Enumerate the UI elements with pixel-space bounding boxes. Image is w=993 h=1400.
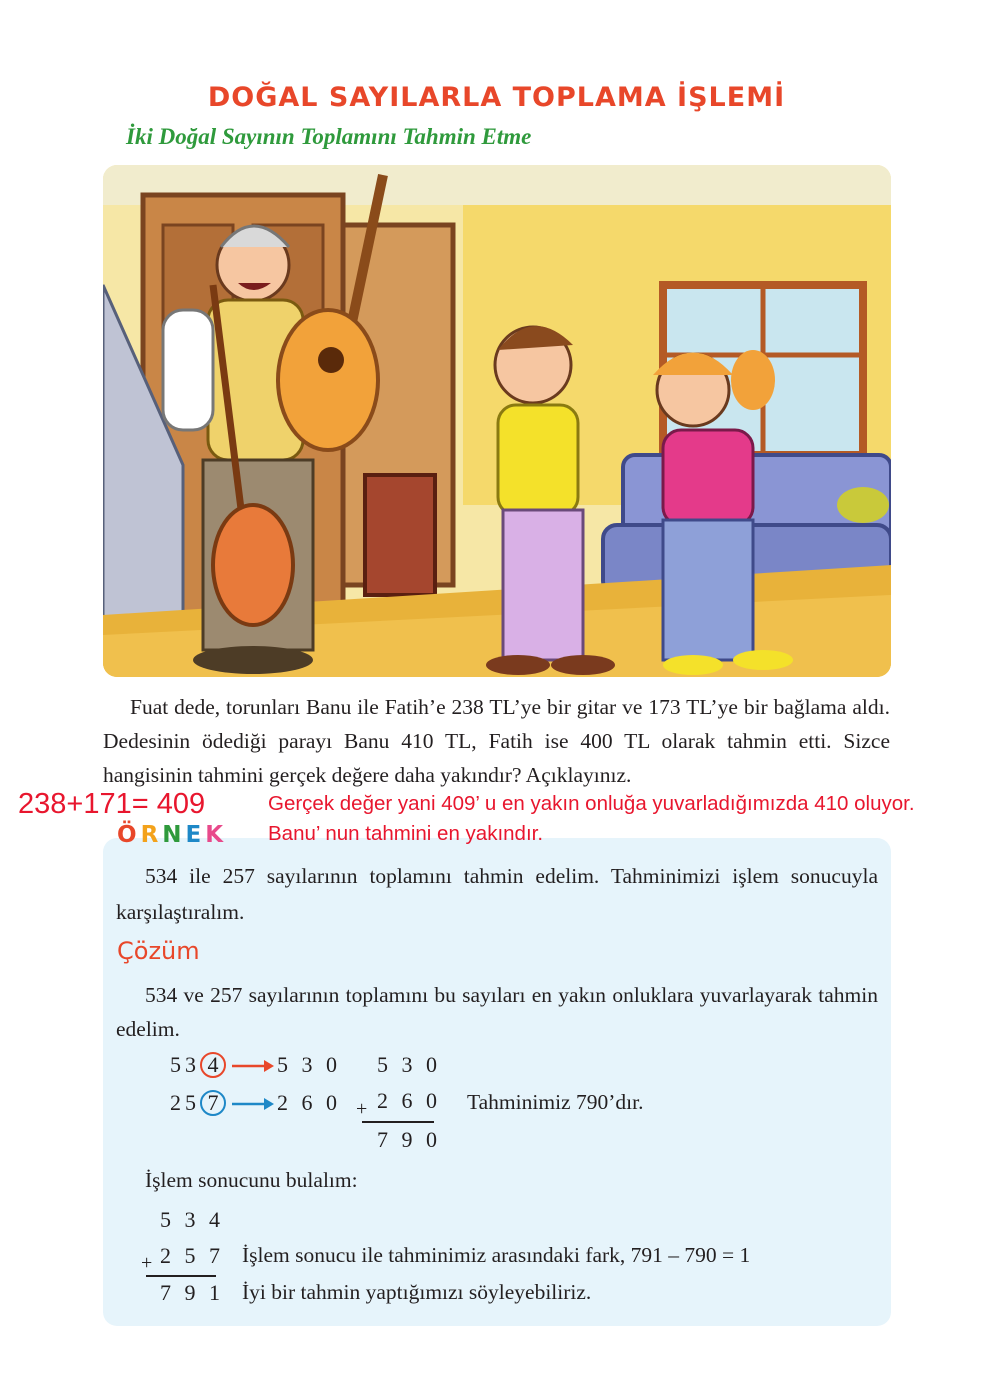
- handwritten-note: Gerçek değer yani 409’ u en yakın onluğa yuvarladığımızda 410 oluyor. Banu’ nun tahmini en yakındır.: [268, 792, 915, 845]
- difference-text: İşlem sonucu ile tahminimiz arasındaki fark, 791 – 790 = 1: [242, 1243, 751, 1267]
- arrow-right-blue-icon: [230, 1096, 276, 1112]
- rounding-row-2: [170, 1090, 226, 1116]
- rounded-value-2: 2 6 0: [277, 1090, 341, 1115]
- example-letter: N: [162, 822, 186, 848]
- sum-addend-a: 5 3 0: [377, 1052, 441, 1077]
- calc-addend-a: 5 3 4: [160, 1207, 224, 1232]
- example-paragraph: 534 ile 257 sayılarının toplamını tahmin edelim. Tahminimizi işlem sonucuyla karşılaştıralım.: [116, 864, 878, 924]
- plus-sign: +: [141, 1252, 153, 1274]
- calc-line: [146, 1275, 216, 1277]
- example-letter: K: [205, 822, 228, 848]
- circled-digit: 7: [200, 1090, 226, 1116]
- calc-result: 7 9 1: [160, 1280, 224, 1305]
- rounding-prefix: 25: [170, 1090, 200, 1115]
- plus-sign: +: [356, 1098, 368, 1120]
- calc-addend-b: 2 5 7: [160, 1243, 224, 1268]
- arrow-right-red-icon: [230, 1058, 276, 1074]
- rounding-row-1: [170, 1052, 226, 1078]
- scene-illustration: [103, 165, 891, 677]
- example-letter: Ö: [117, 822, 141, 848]
- sum-line: [362, 1121, 434, 1123]
- example-text: [116, 858, 878, 930]
- circled-digit: 4: [200, 1052, 226, 1078]
- section-subtitle: İki Doğal Sayının Toplamını Tahmin Etme: [126, 124, 532, 149]
- estimate-text: Tahminimiz 790’dır.: [467, 1090, 644, 1114]
- illustration-grandfather-kids: [103, 165, 891, 677]
- page-title: DOĞAL SAYILARLA TOPLAMA İŞLEMİ: [207, 82, 786, 113]
- rounded-value-1: 5 3 0: [277, 1052, 341, 1077]
- sum-addend-b: 2 6 0: [377, 1088, 441, 1113]
- example-letter: E: [185, 822, 206, 848]
- solution-text: [116, 978, 878, 1046]
- conclusion-text: İyi bir tahmin yaptığımızı söyleyebiliriz.: [242, 1280, 592, 1304]
- problem-paragraph: [103, 690, 890, 792]
- handwritten-equation: 238+171= 409: [18, 788, 206, 820]
- example-letter: R: [140, 822, 163, 848]
- problem-text: Fuat dede, torunları Banu ile Fatih’e 238 TL’ye bir gitar ve 173 TL’ye bir bağlama aldı. Dedesinin ödediği parayı Banu 410 TL, Fatih ise 400 TL olarak tahmin etti. Sizce hangisinin tahmini gerçek değere daha yakındır? Açıklayınız.: [103, 695, 890, 787]
- rounding-prefix: 53: [170, 1052, 200, 1077]
- solution-paragraph: 534 ve 257 sayılarının toplamını bu sayıları en yakın onluklara yuvarlayarak tahmin edelim.: [116, 983, 878, 1041]
- calculation-intro: İşlem sonucunu bulalım:: [145, 1168, 358, 1192]
- example-label: [117, 822, 227, 848]
- solution-label: Çözüm: [117, 937, 200, 965]
- sum-result: 7 9 0: [377, 1127, 441, 1152]
